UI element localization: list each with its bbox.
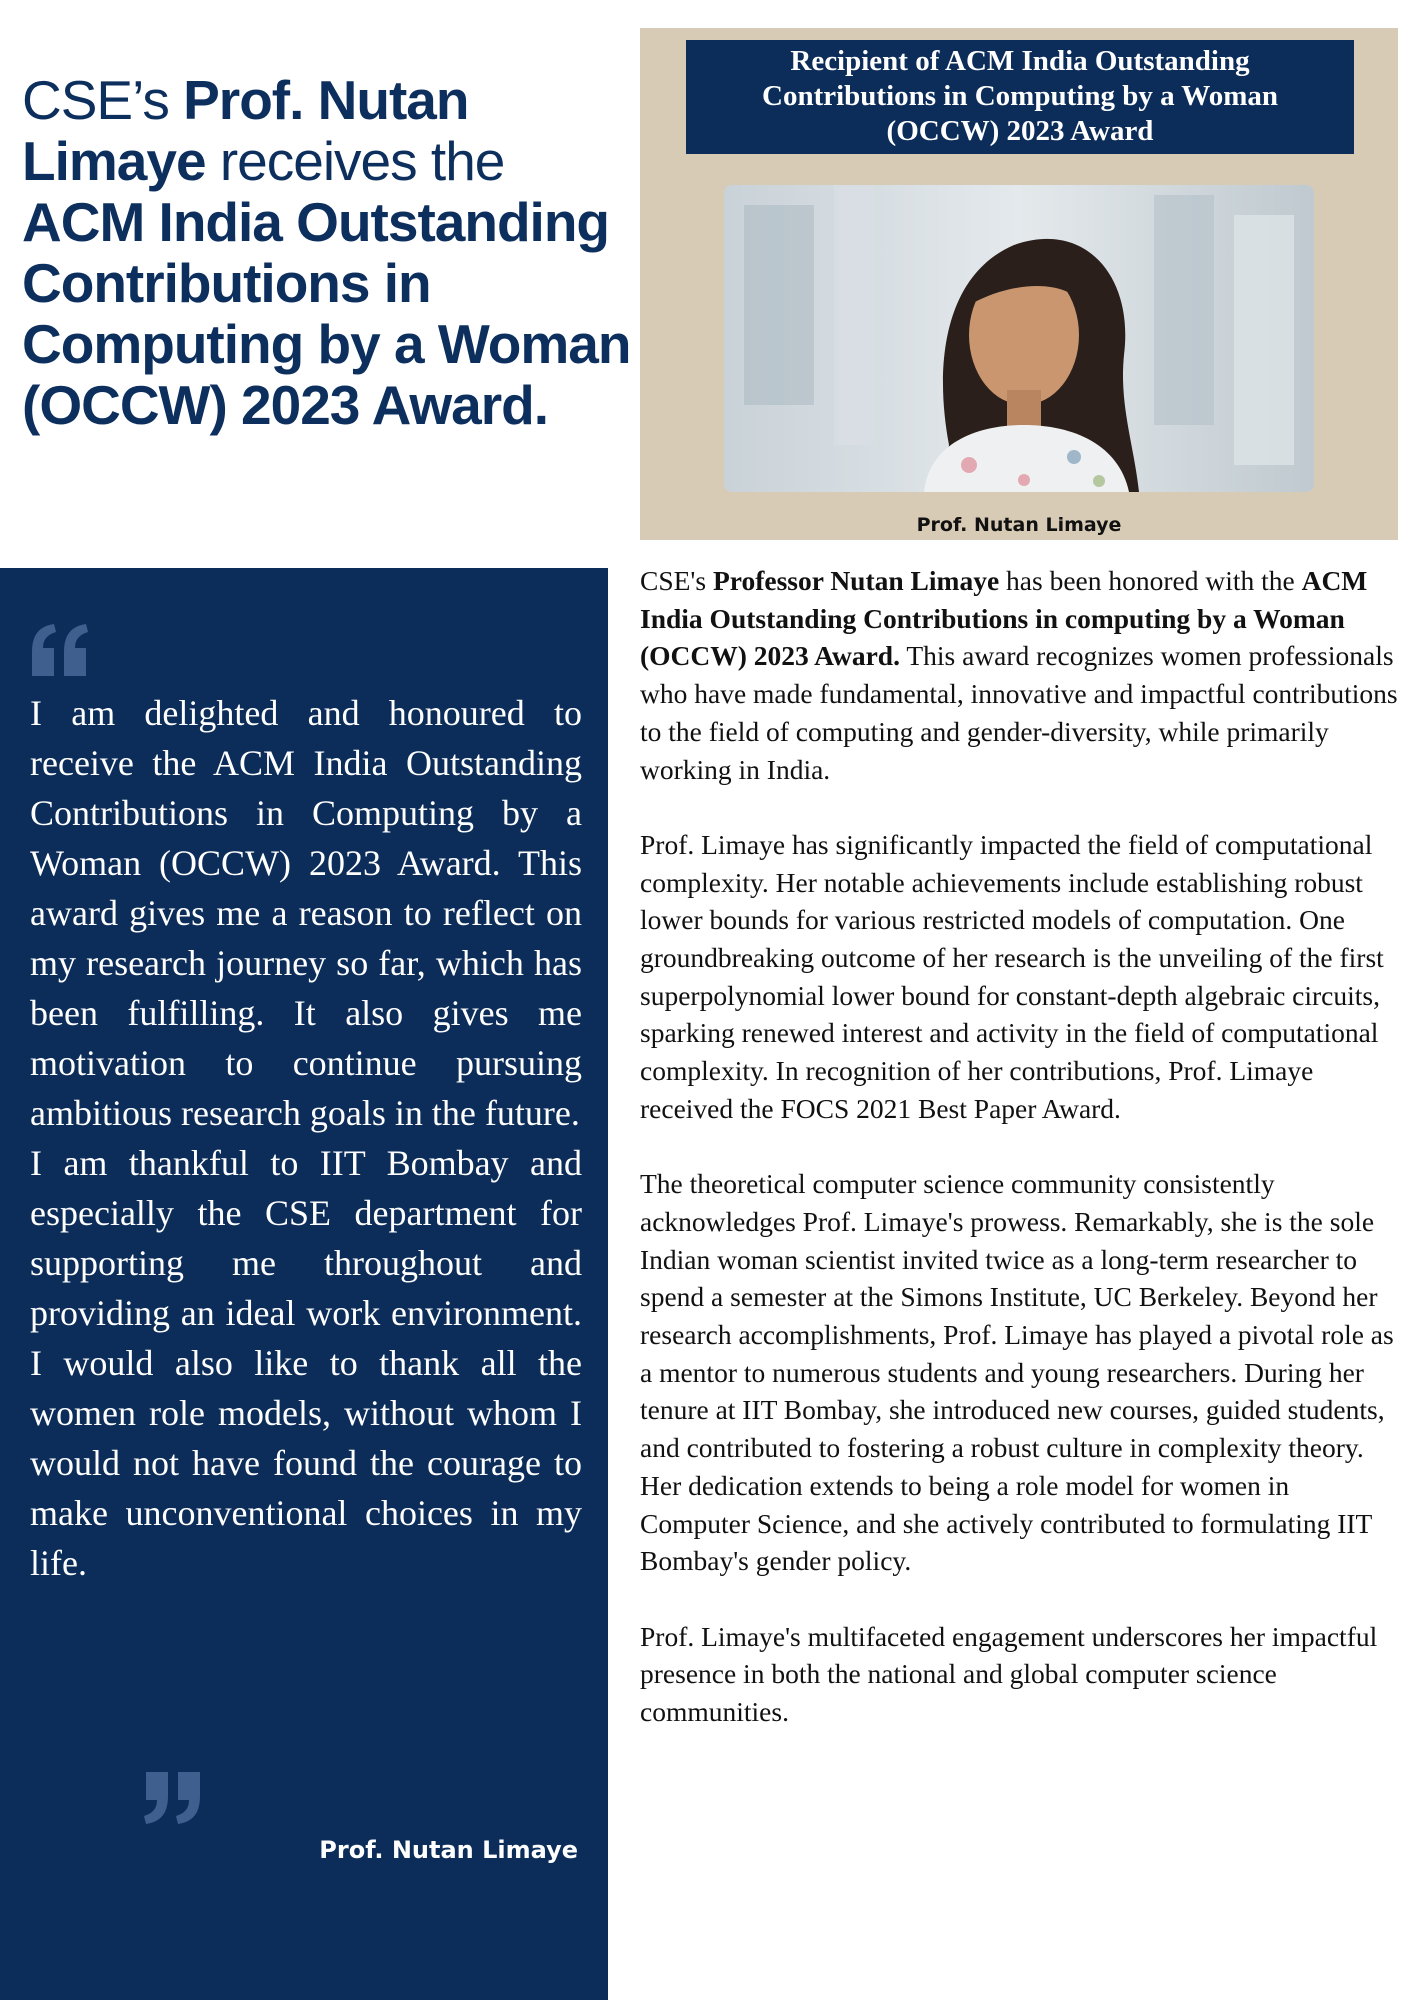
article-body (640, 562, 1404, 1768)
award-banner-line-3: (OCCW) 2023 Award (886, 115, 1154, 147)
portrait-photo (724, 185, 1314, 492)
photo-caption: Prof. Nutan Limaye (916, 514, 1122, 536)
article-paragraph-3: The theoretical computer science community consistently acknowledges Prof. Limaye's prowess. Remarkably, she is the sole Indian woman scientist invited twice as a long-term researcher to spend a semester at the Simons Institute, UC Berkeley. Beyond her research accomplishments, Prof. Limaye has played a pivotal role as a mentor to numerous students and young researchers. During her tenure at IIT Bombay, she introduced new courses, guided students, and contributed to fostering a robust culture in complexity theory. Her dedication extends to being a role model for women in Computer Science, and she actively contributed to formulating IIT Bombay's gender policy. (640, 1168, 1394, 1577)
close-quote-icon (140, 1768, 204, 1828)
headline-name: Prof. Nutan Limaye (22, 69, 469, 192)
open-quote-icon (28, 620, 92, 680)
quote-paragraph-1: I am delighted and honoured to receive the ACM India Outstanding Contributions in Computing by a Woman (OCCW) 2023 Award. This award gives me a reason to reflect on my research journey so far, which has been fulfilling. It also gives me motivation to continue pursuing ambitious research goals in the future. (30, 693, 582, 1133)
article-paragraph-2: Prof. Limaye has significantly impacted the field of computational complexity. Her notable achievements include establishing robust lower bounds for various restricted models of computation. One groundbreaking outcome of her research is the unveiling of the first superpolynomial lower bound for constant-depth algebraic circuits, sparking renewed interest and activity in the field of computational complexity. In recognition of her contributions, Prof. Limaye received the FOCS 2021 Best Paper Award. (640, 828, 1384, 1124)
award-banner-line-2: Contributions in Computing by a Woman (762, 80, 1278, 112)
article-paragraph-4: Prof. Limaye's multifaceted engagement underscores her impactful presence in both the national and global computer science communities. (640, 1620, 1378, 1728)
article-p1-text-3: This award recognizes women professionals who have made fundamental, innovative and impactful contributions to the field of computing and gender-diversity, while primarily working in India. (640, 640, 1398, 785)
article-p1-text: CSE's (640, 565, 713, 596)
headline-prefix: CSE’s (22, 69, 184, 131)
article-paragraph-1 (640, 562, 1404, 788)
article-p1-name: Professor Nutan Limaye (712, 565, 1000, 596)
award-banner-line-1: Recipient of ACM India Outstanding (790, 45, 1250, 77)
award-panel (640, 28, 1398, 540)
headline-middle: receives the (205, 130, 505, 192)
headline-award: ACM India Outstanding Contributions in Computing by a Woman (OCCW) 2023 Award. (22, 191, 631, 436)
page-headline (22, 70, 632, 436)
article-p1-text-2: has been honored with the (999, 565, 1302, 596)
quote-text (30, 688, 582, 1588)
quote-author: Prof. Nutan Limaye (319, 1836, 578, 1864)
award-banner (686, 40, 1354, 154)
quote-paragraph-2: I am thankful to IIT Bombay and especially the CSE department for supporting me throughout and providing an ideal work environment. I would also like to thank all the women role models, without whom I would not have found the courage to make unconventional choices in my life. (30, 1143, 582, 1583)
article-p1-award: ACM India Outstanding Contributions in computing by a Woman (OCCW) 2023 Award. (640, 565, 1368, 672)
quote-panel (0, 568, 608, 2000)
